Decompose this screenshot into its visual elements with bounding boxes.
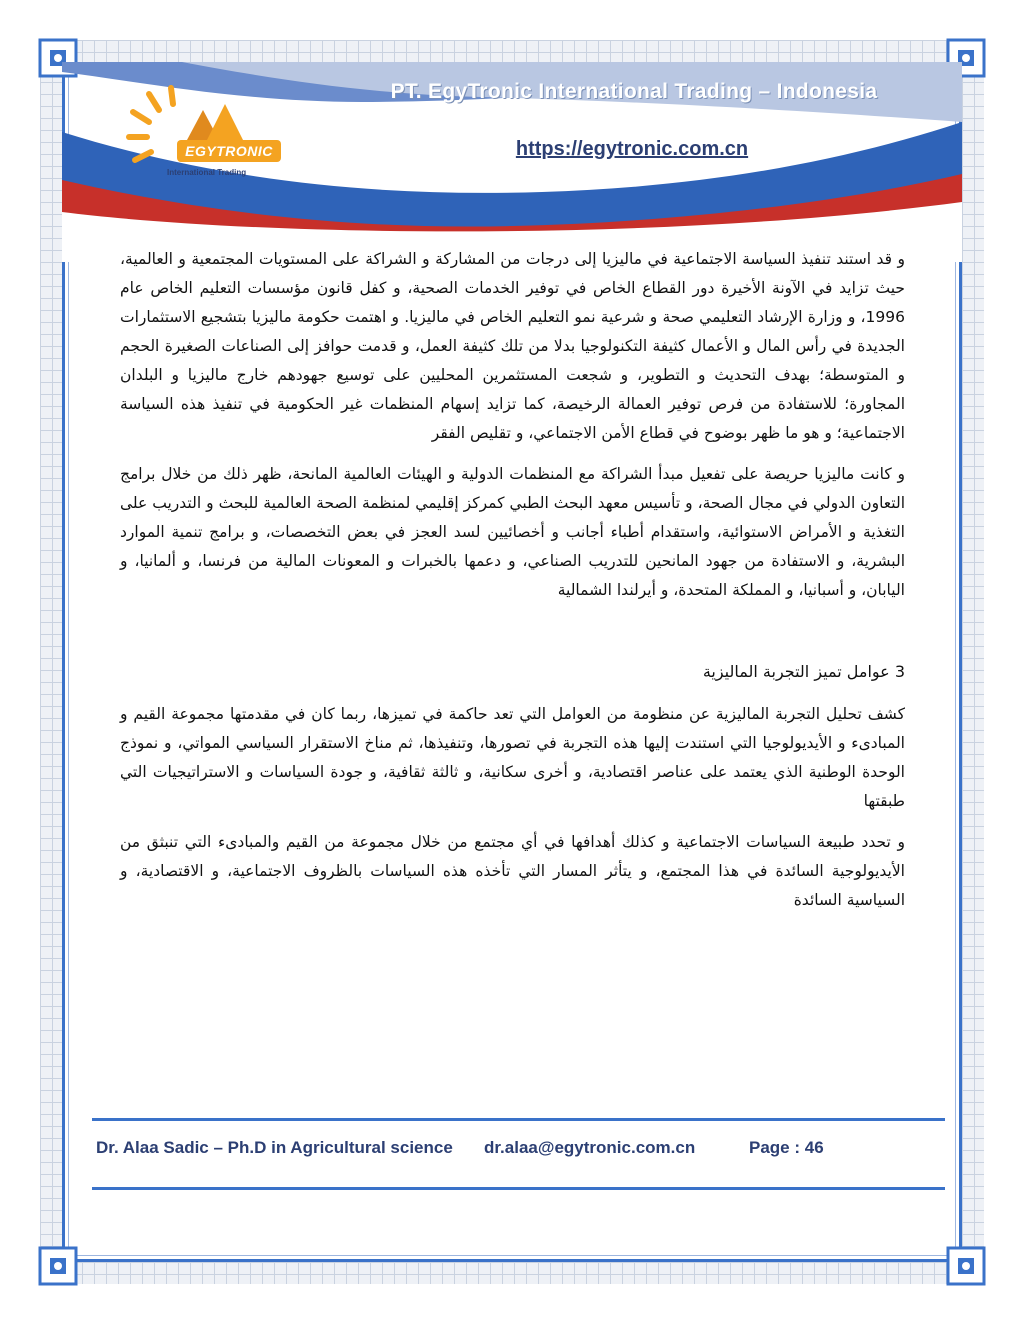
- section-heading: 3 عوامل تميز التجربة الماليزية: [702, 662, 905, 681]
- logo-wordmark: EGYTRONIC: [177, 140, 281, 162]
- footer-divider-bottom: [92, 1187, 945, 1190]
- logo-subtitle: International Trading: [167, 168, 247, 177]
- paragraph: و تحدد طبيعة السياسات الاجتماعية و كذلك أهدافها في أي مجتمع من خلال مجموعة من القيم والمبادىء التي تنبثق من الأيديولوجية السائدة في هذا المجتمع، و يتأثر المسار التي تأخذه هذه السياسات بالظروف الاجتماعية، و الاقتصادية، و السياسية السائدة: [120, 833, 905, 909]
- border-pattern-right: [962, 58, 984, 1266]
- border-pattern-top: [58, 40, 966, 62]
- paragraph: و كانت ماليزيا حريصة على تفعيل مبدأ الشراكة مع المنظمات الدولية و الهيئات العالمية المانحة، ظهر ذلك من خلال برامج التعاون الدولي في مجال الصحة، و تأسيس معهد البحث الطبي كمركز إقليمي لمنظمة الصحة العالمية للبحث و التدريب على التغذية و الأمراض الاستوائية، واستقدام أطباء أجانب و أخصائيين لسد العجز في بعض التخصصات، و برامج تنمية الموارد البشرية، و الاستفادة من جهود المانحين للتدريب الصناعي، و دعمها بالخبرات و المعونات المالية من فرنسا، و ألمانيا، و اليابان، و أسبانيا، و المملكة المتحدة، و أيرلندا الشمالية: [120, 465, 905, 599]
- corner-ornament-icon: [946, 1246, 986, 1286]
- paragraph: كشف تحليل التجربة الماليزية عن منظومة من العوامل التي تعد حاكمة في تميزها، ربما كان في مقدمتها مجموعة القيم و المبادىء و الأيديولوجيا التي استندت إليها هذه التجربة في تصورها، وتنفيذها، ثم مناخ الاستقرار السياسي المواتي، و نموذج الوحدة الوطنية الذي يعتمد على عناصر اقتصادية، و أخرى سكانية، و ثالثة ثقافية، و جودة السياسات و الاستراتيجيات التي طبقتها: [120, 705, 905, 810]
- company-url-link[interactable]: https://egytronic.com.cn: [515, 138, 749, 160]
- company-logo: [107, 82, 297, 187]
- border-pattern-left: [40, 58, 62, 1266]
- page-number: Page : 46: [749, 1138, 824, 1157]
- article-body: [120, 245, 905, 927]
- border-pattern-bottom: [58, 1262, 966, 1284]
- paragraph: و قد استند تنفيذ السياسة الاجتماعية في ماليزيا إلى درجات من المشاركة و الشراكة على المستويات المجتمعية و العالمية، حيث تزايد في الآونة الأخيرة دور القطاع الخاص في توفير الخدمات الصحية، و كفل قانون مؤسسات التعليم الخاص عام 1996، و وزارة الإرشاد التعليمي صحة و شرعية نمو التعليم الخاص في ماليزيا. و اهتمت حكومة ماليزيا بتشجيع الاستثمارات الجديدة في رأس المال و الأعمال كثيفة التكنولوجيا بدلا من تلك كثيفة العمل، و قدمت حوافز إلى الصناعات الصغيرة الحجم و المتوسطة؛ بهدف التحديث و التطوير، و شجعت المستثمرين المحليين على توسيع جهودهم خارج ماليزيا و البلدان المجاورة؛ للاستفادة من فرص توفير العمالة الرخيصة، كما تزايد إسهام المنظمات غير الحكومية في تنفيذ هذه السياسة الاجتماعية؛ و هو ما ظهر بوضوح في قطاع الأمن الاجتماعي، و تقليص الفقر: [120, 250, 905, 442]
- footer-divider-top: [92, 1118, 945, 1121]
- corner-ornament-icon: [38, 1246, 78, 1286]
- page-header: [62, 62, 962, 262]
- company-title: PT. EgyTronic International Trading – Indonesia: [390, 80, 878, 103]
- footer-author: Dr. Alaa Sadic – Ph.D in Agricultural science: [96, 1138, 453, 1157]
- footer-email-link[interactable]: dr.alaa@egytronic.com.cn: [484, 1138, 696, 1157]
